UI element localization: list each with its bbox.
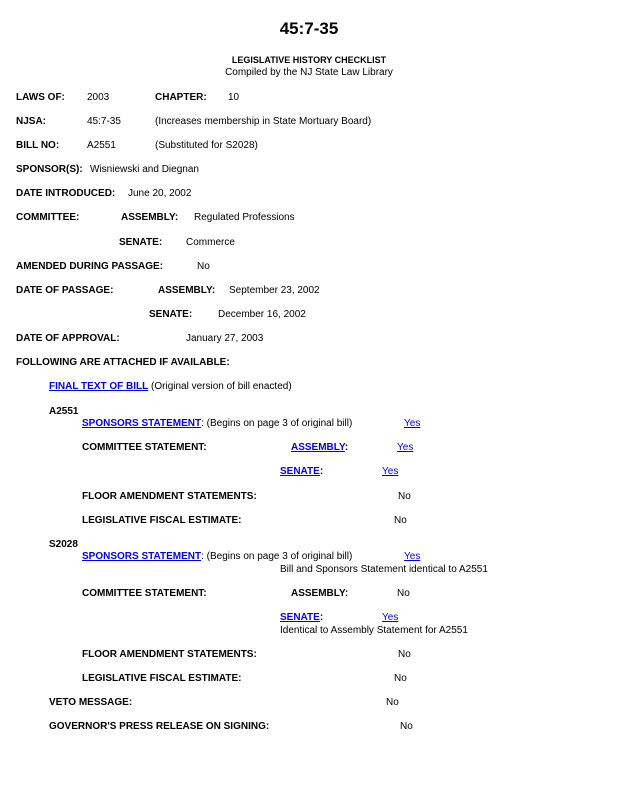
press-release-value: No [400,721,413,732]
s2028-senate-colon: : [319,612,324,623]
passage-assembly-value: September 23, 2002 [229,285,320,296]
a2551-senate-row [280,466,323,478]
laws-of-label: LAWS OF: [16,92,65,103]
s2028-sponsors-row [82,551,352,563]
final-text-row [49,381,292,393]
s2028-assembly-label: ASSEMBLY: [291,588,349,599]
amended-label: AMENDED DURING PASSAGE: [16,261,164,272]
press-release-label: GOVERNOR'S PRESS RELEASE ON SIGNING: [49,721,270,732]
s2028-senate-extra: Identical to Assembly Statement for A2551 [280,625,468,636]
s2028-floor-value: No [398,649,411,660]
a2551-assembly-yes-link[interactable]: Yes [397,442,414,453]
passage-senate-value: December 16, 2002 [218,309,306,320]
veto-message-label: VETO MESSAGE: [49,697,133,708]
a2551-assembly-link[interactable]: ASSEMBLY [291,442,345,453]
njsa-label: NJSA: [16,116,47,127]
a2551-senate-colon: : [319,466,324,477]
chapter-label: CHAPTER: [155,92,207,103]
s2028-senate-row [280,612,323,624]
checklist-subtitle: LEGISLATIVE HISTORY CHECKLIST [231,55,387,65]
a2551-senate-yes-link[interactable]: Yes [382,466,399,477]
a2551-assembly-row [291,442,348,454]
s2028-committee-label: COMMITTEE STATEMENT: [82,588,207,599]
date-of-passage-label: DATE OF PASSAGE: [16,285,114,296]
date-of-approval-label: DATE OF APPROVAL: [16,333,120,344]
a2551-sponsors-note: : (Begins on page 3 of original bill) [201,418,353,429]
a2551-fiscal-label: LEGISLATIVE FISCAL ESTIMATE: [82,515,242,526]
bill-no-value: A2551 [87,140,116,151]
s2028-sponsors-extra: Bill and Sponsors Statement identical to A2551 [280,564,488,575]
amended-value: No [197,261,210,272]
a2551-sponsors-yes-link[interactable]: Yes [404,418,421,429]
committee-assembly-label: ASSEMBLY: [121,212,179,223]
a2551-senate-link[interactable]: SENATE [280,466,320,477]
s2028-heading: S2028 [49,539,78,550]
date-introduced-label: DATE INTRODUCED: [16,188,116,199]
s2028-fiscal-label: LEGISLATIVE FISCAL ESTIMATE: [82,673,242,684]
date-introduced-value: June 20, 2002 [128,188,192,199]
s2028-sponsors-yes-link[interactable]: Yes [404,551,421,562]
sponsors-label: SPONSOR(S): [16,164,83,175]
s2028-assembly-value: No [397,588,410,599]
s2028-senate-link[interactable]: SENATE [280,612,320,623]
njsa-value: 45:7-35 [87,116,121,127]
attached-heading: FOLLOWING ARE ATTACHED IF AVAILABLE: [16,357,230,368]
s2028-sponsors-statement-link[interactable]: SPONSORS STATEMENT [82,551,202,562]
s2028-floor-label: FLOOR AMENDMENT STATEMENTS: [82,649,257,660]
a2551-sponsors-row [82,418,352,430]
committee-senate-label: SENATE: [119,237,163,248]
a2551-sponsors-statement-link[interactable]: SPONSORS STATEMENT [82,418,202,429]
s2028-sponsors-note: : (Begins on page 3 of original bill) [201,551,353,562]
passage-assembly-label: ASSEMBLY: [158,285,216,296]
a2551-fiscal-value: No [394,515,407,526]
date-of-approval-value: January 27, 2003 [186,333,264,344]
a2551-floor-label: FLOOR AMENDMENT STATEMENTS: [82,491,257,502]
njsa-note: (Increases membership in State Mortuary Board) [155,116,372,127]
bill-no-note: (Substituted for S2028) [155,140,258,151]
sponsors-value: Wisniewski and Diegnan [90,164,199,175]
s2028-senate-yes-link[interactable]: Yes [382,612,399,623]
veto-message-value: No [386,697,399,708]
committee-assembly-value: Regulated Professions [194,212,295,223]
laws-of-value: 2003 [87,92,110,103]
bill-no-label: BILL NO: [16,140,60,151]
a2551-assembly-colon: : [344,442,349,453]
s2028-fiscal-value: No [394,673,407,684]
chapter-value: 10 [228,92,240,103]
compiled-by: Compiled by the NJ State Law Library [225,67,393,78]
final-text-note: (Original version of bill enacted) [148,381,292,392]
a2551-committee-label: COMMITTEE STATEMENT: [82,442,207,453]
page-title: 45:7-35 [279,19,339,38]
a2551-floor-value: No [398,491,411,502]
committee-label: COMMITTEE: [16,212,80,223]
committee-senate-value: Commerce [186,237,235,248]
passage-senate-label: SENATE: [149,309,193,320]
a2551-heading: A2551 [49,406,79,417]
final-text-link[interactable]: FINAL TEXT OF BILL [49,381,149,392]
